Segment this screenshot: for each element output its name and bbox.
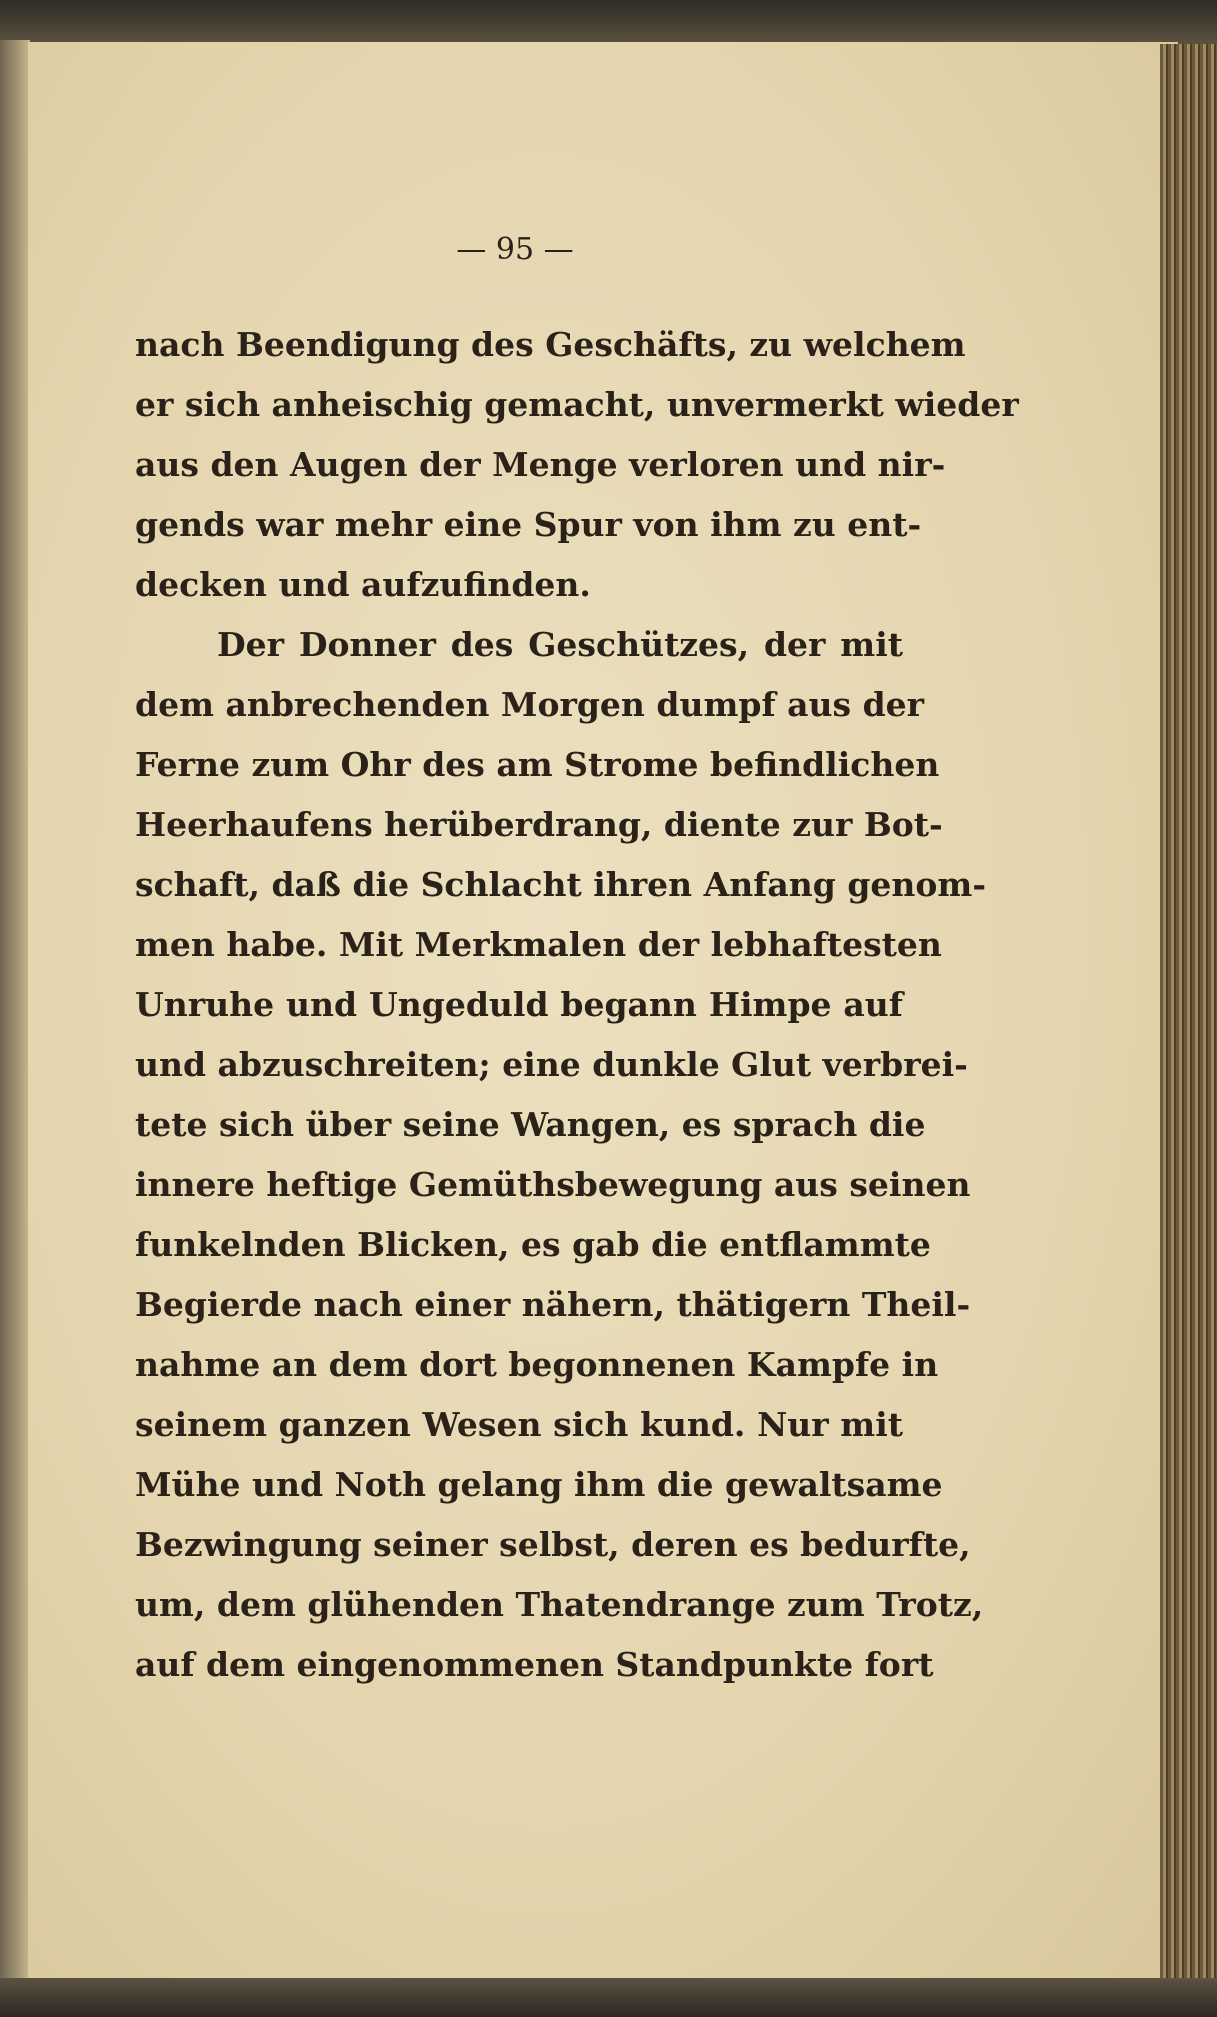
- scan-bottom-border: [0, 1978, 1217, 2017]
- text-line: innere heftige Gemüthsbewegung aus seinen: [135, 1165, 971, 1204]
- text-line: seinem ganzen Wesen sich kund. Nur mit: [135, 1405, 903, 1444]
- book-gutter: [0, 40, 30, 1985]
- text-line: Heerhaufens herüberdrang, diente zur Bot-: [135, 805, 943, 844]
- text-line: dem anbrechenden Morgen dumpf aus der: [135, 685, 925, 724]
- text-line: aus den Augen der Menge verloren und nir-: [135, 445, 946, 484]
- text-line: er sich anheischig gemacht, unvermerkt wieder: [135, 385, 1019, 424]
- page-edges: [1160, 44, 1217, 1978]
- text-line: gends war mehr eine Spur von ihm zu ent-: [135, 505, 922, 544]
- text-line: Bezwingung seiner selbst, deren es bedurfte,: [135, 1525, 971, 1564]
- text-line: Ferne zum Ohr des am Strome befindlichen: [135, 745, 940, 784]
- body-text: [135, 315, 1019, 1695]
- text-line: schaft, daß die Schlacht ihren Anfang genom-: [135, 865, 987, 904]
- text-line: um, dem glühenden Thatendrange zum Trotz,: [135, 1585, 984, 1624]
- text-line: und abzuschreiten; eine dunkle Glut verbrei-: [135, 1045, 968, 1084]
- text-line: Unruhe und Ungeduld begann Himpe auf: [135, 985, 903, 1024]
- page-number: — 95 —: [456, 232, 574, 267]
- scan-top-border: [0, 0, 1217, 44]
- text-line: men habe. Mit Merkmalen der lebhaftesten: [135, 925, 942, 964]
- text-line: Begierde nach einer nähern, thätigern Theil-: [135, 1285, 971, 1324]
- text-line: funkelnden Blicken, es gab die entflammte: [135, 1225, 931, 1264]
- text-line: auf dem eingenommenen Standpunkte fort: [135, 1645, 934, 1684]
- text-line: nach Beendigung des Geschäfts, zu welchem: [135, 325, 966, 364]
- text-line: nahme an dem dort begonnenen Kampfe in: [135, 1345, 939, 1384]
- text-line: Der Donner des Geschützes, der mit: [217, 625, 903, 664]
- text-line: decken und aufzufinden.: [135, 565, 591, 604]
- text-line: tete sich über seine Wangen, es sprach die: [135, 1105, 926, 1144]
- text-line: Mühe und Noth gelang ihm die gewaltsame: [135, 1465, 943, 1504]
